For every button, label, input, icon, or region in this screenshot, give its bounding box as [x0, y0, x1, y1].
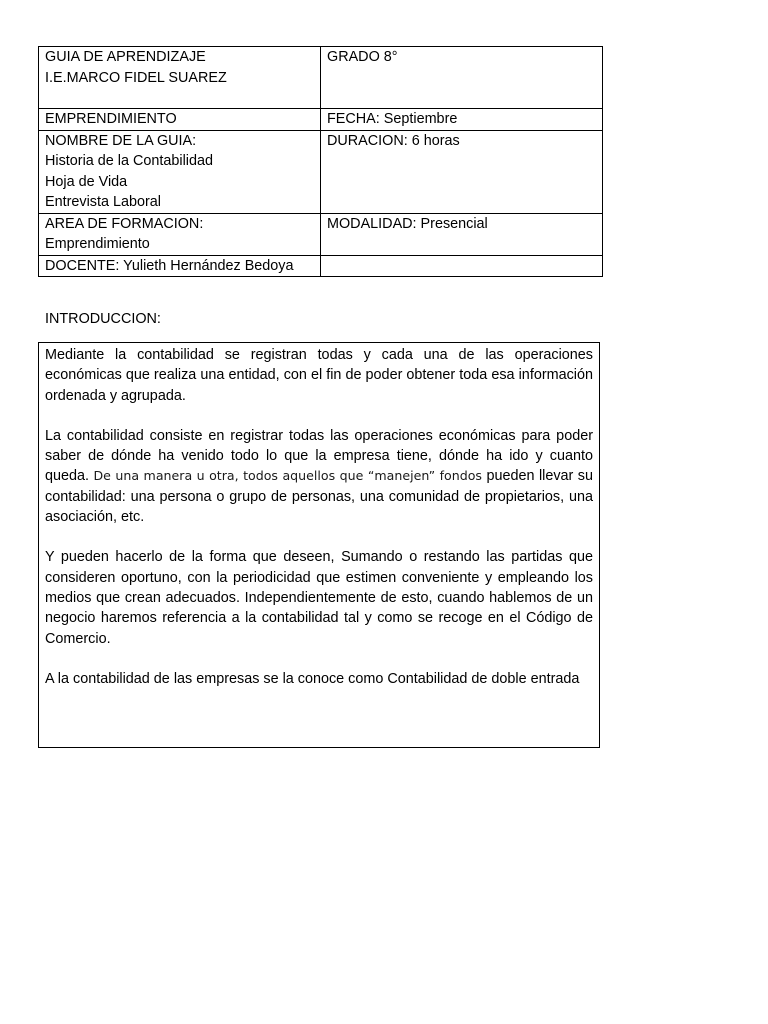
area-label: AREA DE FORMACION: — [45, 215, 204, 232]
guide-topic: Hoja de Vida — [45, 173, 128, 190]
institution-name: I.E.MARCO FIDEL SUAREZ — [45, 69, 227, 86]
intro-paragraph-1: Mediante la contabilidad se registran todas y cada una de las operaciones económicas que realiza una entidad, con el fin de poder obtener toda esa información ordenada y agrupada. — [45, 347, 593, 404]
guide-title-cell — [39, 47, 321, 109]
introduction-box — [38, 342, 600, 748]
duration-label: DURACION: 6 horas — [327, 132, 460, 149]
guide-topic: Entrevista Laboral — [45, 194, 161, 210]
guide-name-cell — [39, 130, 321, 213]
teacher-cell — [39, 255, 321, 277]
date-cell — [321, 109, 603, 131]
intro-paragraph-2-part-b: De una manera u otra, todos aquellos que “manejen” fondos — [93, 468, 482, 484]
guide-name-label: NOMBRE DE LA GUIA: — [45, 132, 197, 149]
table-row — [39, 213, 603, 255]
teacher-label: DOCENTE: Yulieth Hernández Bedoya — [45, 257, 294, 274]
empty-cell — [321, 255, 603, 277]
guide-title: GUIA DE APRENDIZAJE — [45, 49, 206, 65]
subject-label: EMPRENDIMIENTO — [45, 111, 177, 127]
intro-paragraph-2 — [45, 426, 593, 527]
guide-header-table — [38, 46, 603, 277]
introduction-heading: INTRODUCCION: — [45, 311, 161, 327]
modality-label: MODALIDAD: Presencial — [327, 215, 488, 232]
intro-paragraph-2-part-c: pueden llevar su contabilidad: una persona o grupo de personas, una comunidad de propietarios, una asociación, etc. — [45, 468, 594, 526]
table-row — [39, 47, 603, 109]
table-row — [39, 130, 603, 213]
area-value: Emprendimiento — [45, 236, 150, 252]
duration-cell — [321, 130, 603, 213]
modality-cell — [321, 213, 603, 255]
date-label: FECHA: Septiembre — [327, 111, 458, 127]
area-cell — [39, 213, 321, 255]
guide-topic: Historia de la Contabilidad — [45, 153, 213, 169]
subject-cell — [39, 109, 321, 131]
table-row — [39, 255, 603, 277]
grade-cell — [321, 47, 603, 109]
table-row — [39, 109, 603, 131]
intro-paragraph-2-part-a: La contabilidad consiste en registrar todas las operaciones económicas para poder saber de dónde ha venido todo lo que la empresa tiene, dónde ha ido y cuanto queda. — [45, 427, 593, 485]
intro-paragraph-3: Y pueden hacerlo de la forma que deseen, Sumando o restando las partidas que consideren oportuno, con la periodicidad que estimen conveniente y empleando los medios que crean adecuados. Independientemente de esto, cuando hablemos de un negocio haremos referencia a la contabilidad tal y como se recoge en el Código de Comercio. — [45, 549, 593, 647]
grade-label: GRADO 8° — [327, 49, 398, 65]
intro-paragraph-4: A la contabilidad de las empresas se la conoce como Contabilidad de doble entrada — [45, 670, 580, 687]
